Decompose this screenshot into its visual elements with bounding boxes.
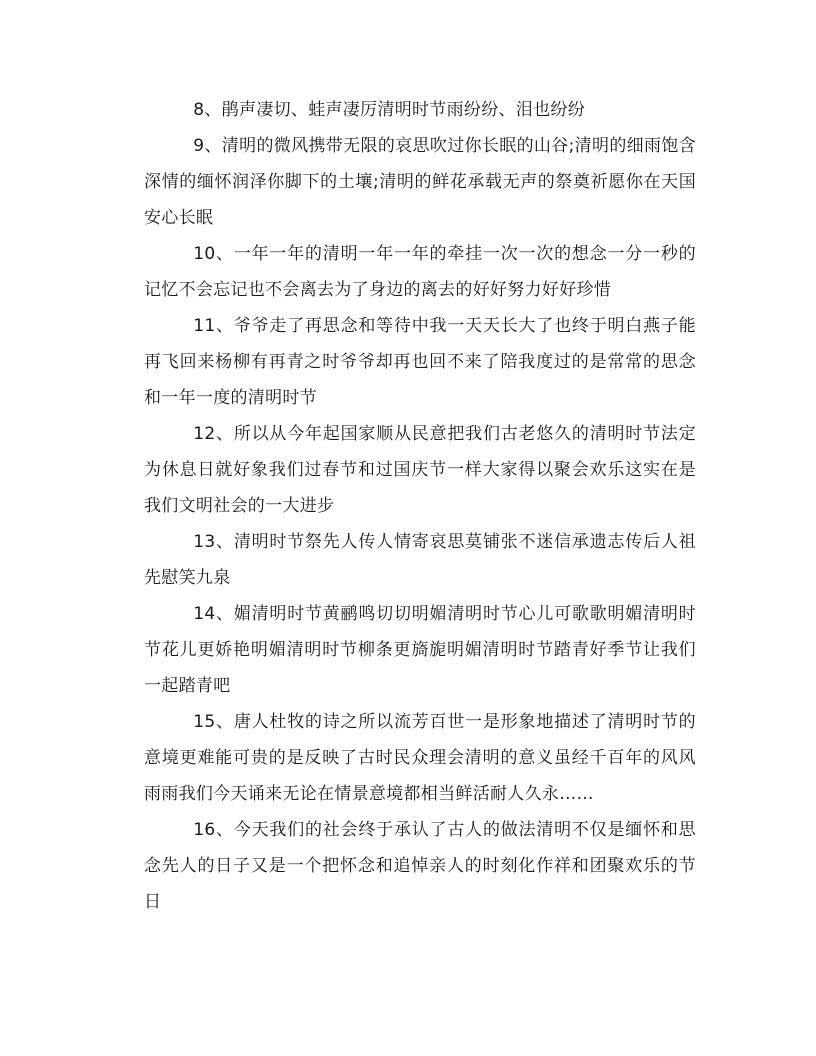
document-body xyxy=(144,92,696,920)
paragraph-12: 12、所以从今年起国家顺从民意把我们古老悠久的清明时节法定为休息日就好象我们过春节和过国庆节一样大家得以聚会欢乐这实在是我们文明社会的一大进步 xyxy=(144,424,696,516)
paragraph-16: 16、今天我们的社会终于承认了古人的做法清明不仅是缅怀和思念先人的日子又是一个把怀念和追悼亲人的时刻化作祥和团聚欢乐的节日 xyxy=(144,820,696,912)
paragraph-14: 14、媚清明时节黄鹂鸣切切明媚清明时节心儿可歌歌明媚清明时节花儿更娇艳明媚清明时节柳条更旖旎明媚清明时节踏青好季节让我们一起踏青吧 xyxy=(144,604,696,696)
paragraph-15: 15、唐人杜牧的诗之所以流芳百世一是形象地描述了清明时节的意境更难能可贵的是反映了古时民众理会清明的意义虽经千百年的风风雨雨我们今天诵来无论在情景意境都相当鲜活耐人久永…… xyxy=(144,712,696,804)
paragraph-11: 11、爷爷走了再思念和等待中我一天天长大了也终于明白燕子能再飞回来杨柳有再青之时爷爷却再也回不来了陪我度过的是常常的思念和一年一度的清明时节 xyxy=(144,316,696,408)
paragraph-8: 8、鹃声凄切、蛙声凄厉清明时节雨纷纷、泪也纷纷 xyxy=(193,100,586,120)
paragraph-13: 13、清明时节祭先人传人情寄哀思莫铺张不迷信承遗志传后人祖先慰笑九泉 xyxy=(144,532,696,588)
paragraph-9: 9、清明的微风携带无限的哀思吹过你长眠的山谷;清明的细雨饱含深情的缅怀润泽你脚下的土壤;清明的鲜花承载无声的祭奠祈愿你在天国安心长眠 xyxy=(144,136,696,228)
paragraph-10: 10、一年一年的清明一年一年的牵挂一次一次的想念一分一秒的记忆不会忘记也不会离去为了身边的离去的好好努力好好珍惜 xyxy=(144,244,696,300)
